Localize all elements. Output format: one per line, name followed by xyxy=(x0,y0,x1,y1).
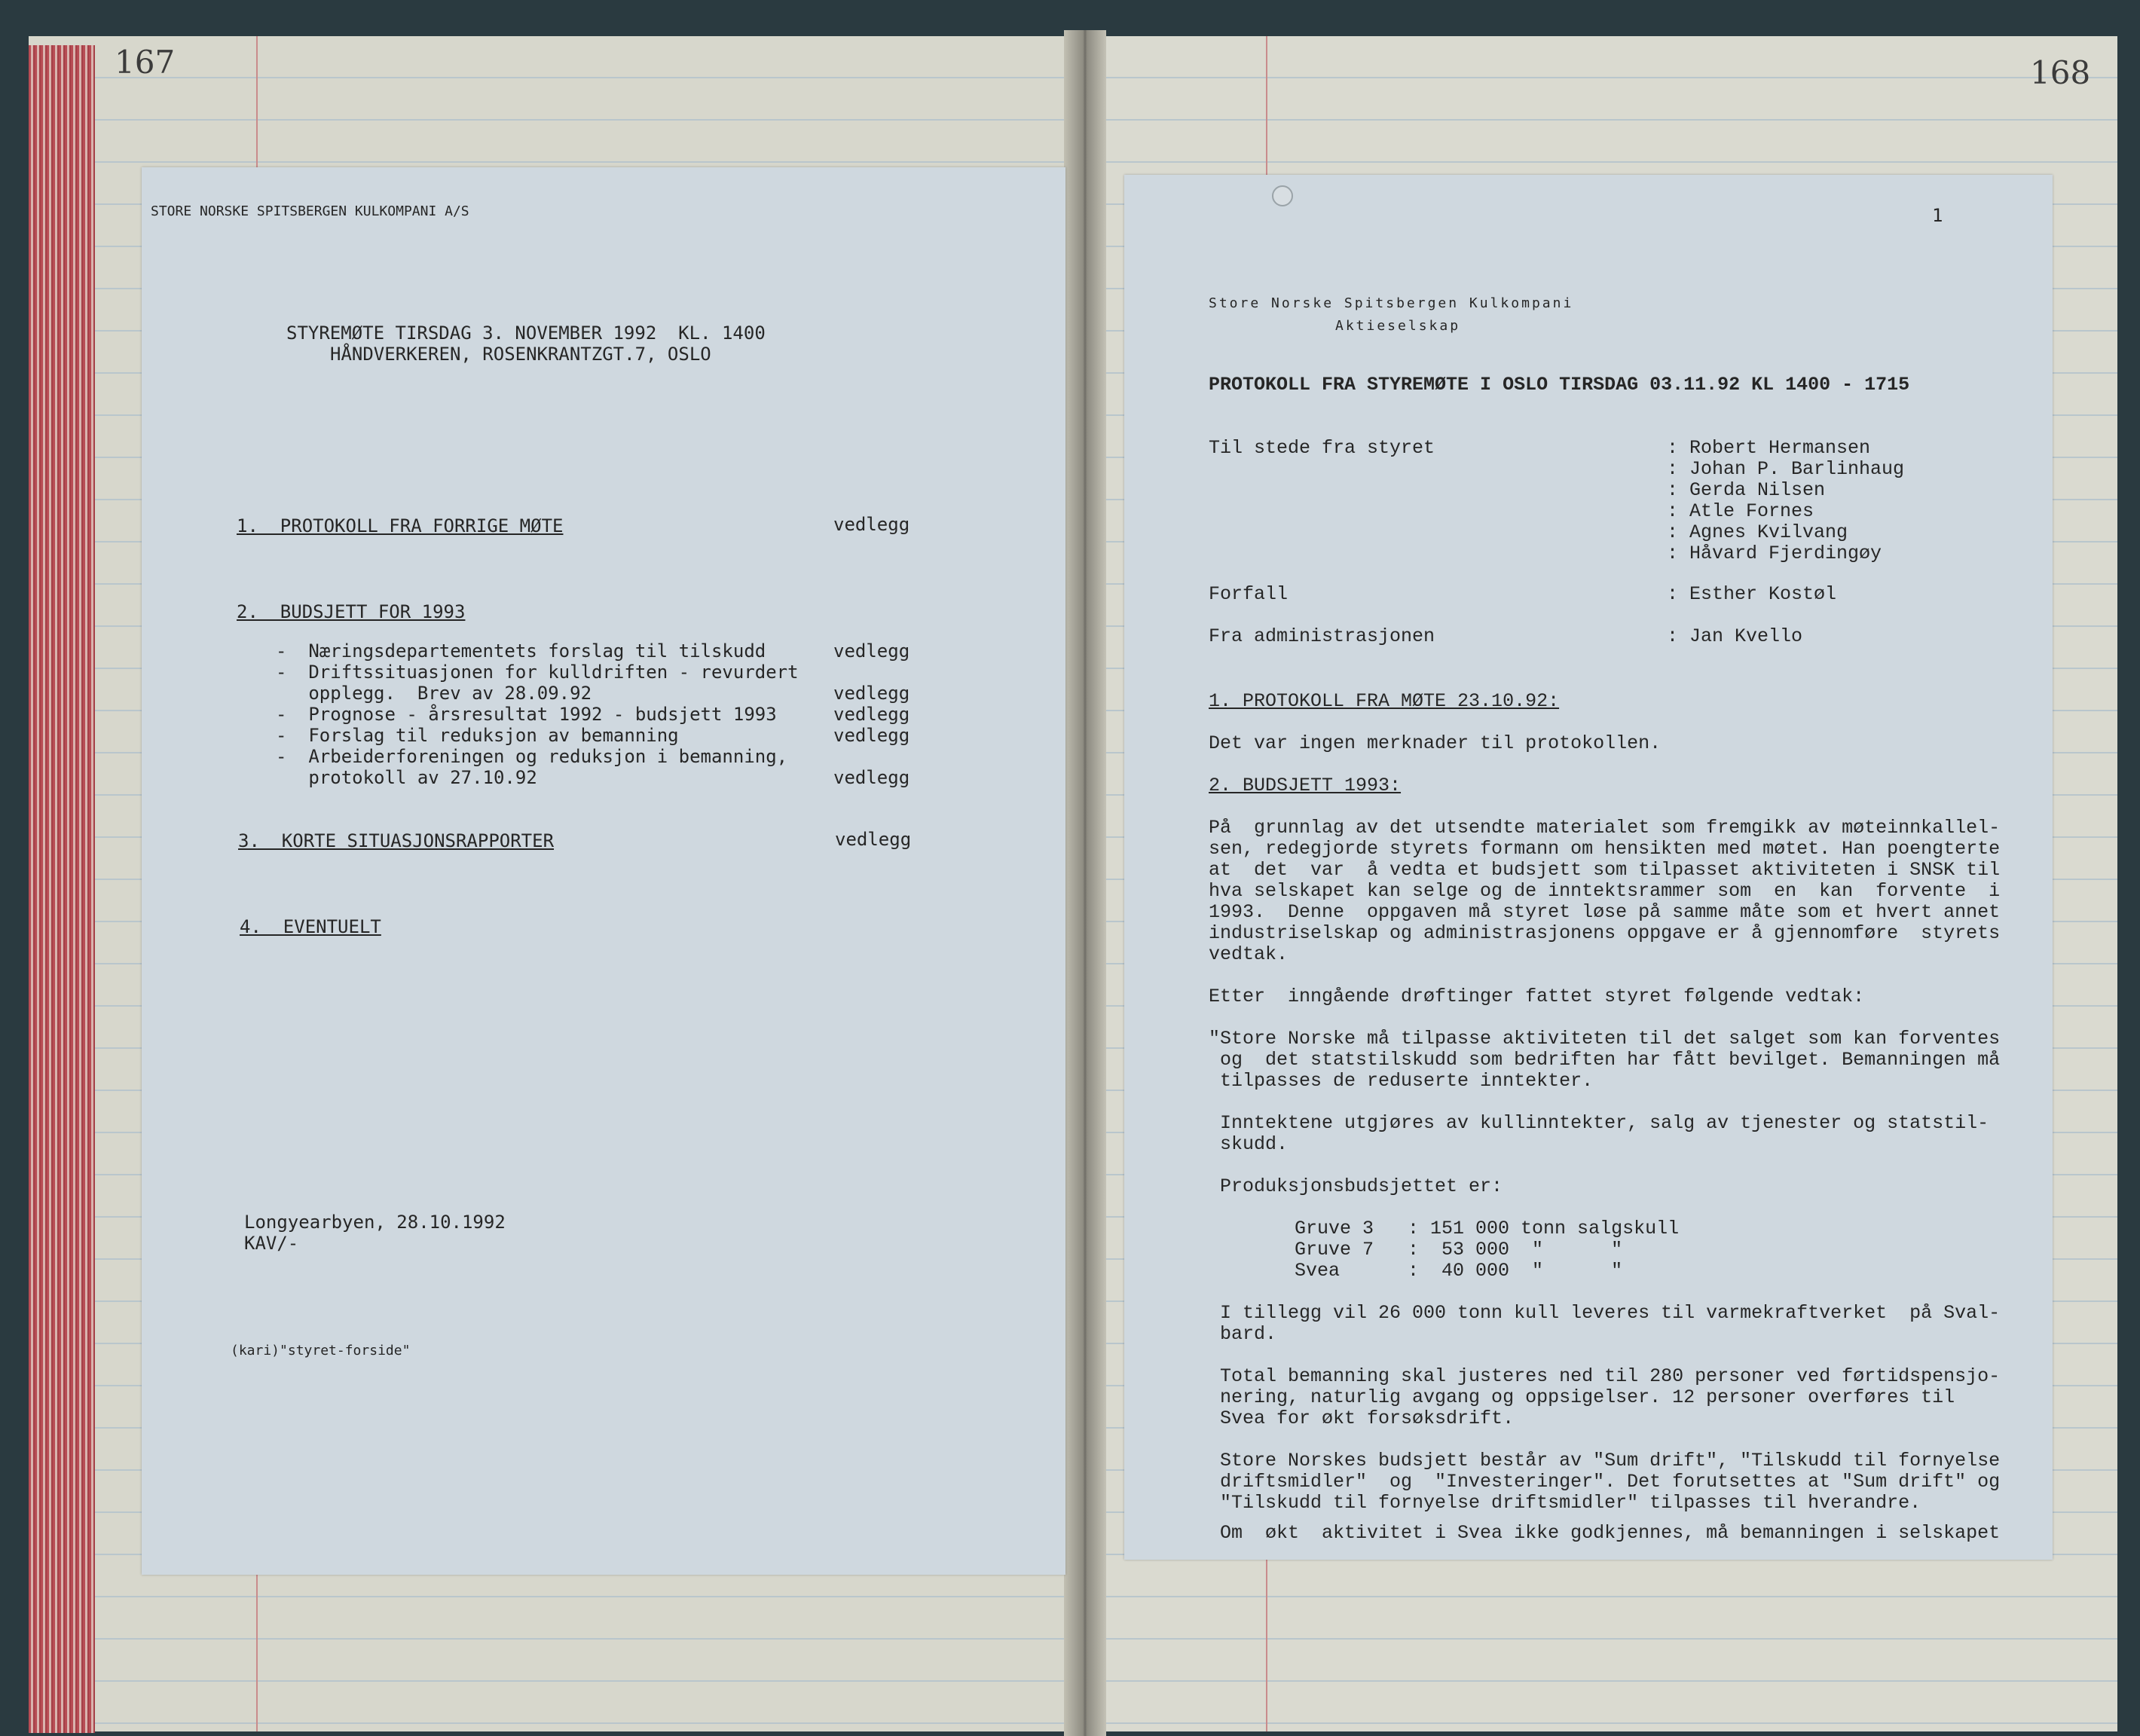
agenda-company: STORE NORSKE SPITSBERGEN KULKOMPANI A/S xyxy=(151,203,469,219)
attendance-label: Til stede fra styret xyxy=(1209,437,1435,459)
budget-item-note: vedlegg xyxy=(833,683,910,704)
paragraph-line: nering, naturlig avgang og oppsigelser. 12 personer overføres til xyxy=(1209,1386,1955,1408)
attendance-value: : Robert Hermansen xyxy=(1667,437,1871,459)
agenda-item-3-note: vedlegg xyxy=(835,829,912,850)
budget-item-note: vedlegg xyxy=(833,767,910,788)
paragraph-line: bard. xyxy=(1209,1323,1277,1345)
paragraph-line: driftsmidler" og "Investeringer". Det forutsettes at "Sum drift" og xyxy=(1209,1471,2001,1493)
protocol-company-1: Store Norske Spitsbergen Kulkompani xyxy=(1209,295,1574,311)
right-page-number: 168 xyxy=(2030,54,2091,91)
section-2-heading: 2. BUDSJETT 1993: xyxy=(1209,775,1402,796)
attendance-value: : Atle Fornes xyxy=(1667,500,1814,522)
paragraph-line: Store Norskes budsjett består av "Sum drift", "Tilskudd til fornyelse xyxy=(1209,1450,2001,1472)
paragraph-line: Etter inngående drøftinger fattet styret følgende vedtak: xyxy=(1209,986,1865,1007)
attendance-value: : Håvard Fjerdingøy xyxy=(1667,542,1882,564)
production-intro: Produksjonsbudsjettet er: xyxy=(1209,1175,1503,1197)
budget-item: - Næringsdepartementets forslag til tilskudd xyxy=(276,640,766,662)
section-1-text: Det var ingen merknader til protokollen. xyxy=(1209,732,1662,754)
quote-line: og det statstilskudd som bedriften har fått bevilget. Bemanningen må xyxy=(1209,1049,2001,1071)
book-gutter xyxy=(1064,30,1106,1736)
budget-item: - Arbeiderforeningen og reduksjon i bemanning, xyxy=(276,746,788,767)
attendance-label: Fra administrasjonen xyxy=(1209,625,1435,647)
paragraph-line: Svea for økt forsøksdrift. xyxy=(1209,1407,1515,1429)
paragraph-line: at det var å vedta et budsjett som tilpasset aktiviteten i SNSK til xyxy=(1209,859,2001,881)
paragraph-line: "Tilskudd til fornyelse driftsmidler" tilpasses til hverandre. xyxy=(1209,1492,1921,1514)
section-1-heading: 1. PROTOKOLL FRA MØTE 23.10.92: xyxy=(1209,690,1560,712)
paragraph-line: hva selskapet kan selge og de inntektsrammer som en kan forvente i xyxy=(1209,880,2001,902)
budget-item-note: vedlegg xyxy=(833,640,910,662)
quote-line: tilpasses de reduserte inntekter. xyxy=(1209,1070,1594,1092)
attendance-value: : Gerda Nilsen xyxy=(1667,479,1826,501)
paragraph-line: vedtak. xyxy=(1209,943,1289,965)
paragraph-line: industriselskap og administrasjonens oppgave er å gjennomføre styrets xyxy=(1209,922,2001,944)
agenda-item-2: 2. BUDSJETT FOR 1993 xyxy=(237,601,466,622)
agenda-item-1: 1. PROTOKOLL FRA FORRIGE MØTE xyxy=(237,515,564,536)
initials: KAV/- xyxy=(244,1233,299,1254)
attendance-value: : Agnes Kvilvang xyxy=(1667,521,1848,543)
paragraph-line: Om økt aktivitet i Svea ikke godkjennes, må bemanningen i selskapet xyxy=(1209,1522,2001,1544)
agenda-item-1-note: vedlegg xyxy=(833,514,910,535)
file-reference: (kari)"styret-forside" xyxy=(231,1343,411,1359)
paragraph-line: 1993. Denne oppgaven må styret løse på samme måte som et hvert annet xyxy=(1209,901,2001,923)
paragraph-line: sen, redegjorde styrets formann om hensikten med møtet. Han poengterte xyxy=(1209,838,2001,860)
budget-item-note: vedlegg xyxy=(833,704,910,725)
attendance-value: : Jan Kvello xyxy=(1667,625,1803,647)
budget-item: - Prognose - årsresultat 1992 - budsjett 1993 xyxy=(276,704,777,725)
budget-item: protokoll av 27.10.92 xyxy=(276,767,537,788)
attendance-value: : Johan P. Barlinhaug xyxy=(1667,458,1905,480)
agenda-item-3: 3. KORTE SITUASJONSRAPPORTER xyxy=(238,830,555,851)
agenda-title-1: STYREMØTE TIRSDAG 3. NOVEMBER 1992 KL. 1400 xyxy=(286,322,766,344)
left-page-number: 167 xyxy=(115,44,176,81)
paragraph-line: I tillegg vil 26 000 tonn kull leveres til varmekraftverket på Sval- xyxy=(1209,1302,2001,1324)
paragraph-line: Total bemanning skal justeres ned til 280 personer ved førtidspensjo- xyxy=(1209,1365,2001,1387)
agenda-sheet xyxy=(142,167,1065,1575)
quote-line: skudd. xyxy=(1209,1133,1289,1155)
punch-hole xyxy=(1272,185,1293,206)
budget-item: - Forslag til reduksjon av bemanning xyxy=(276,725,679,746)
place-date: Longyearbyen, 28.10.1992 xyxy=(244,1212,506,1233)
protocol-sheet xyxy=(1124,175,2053,1560)
agenda-title-2: HÅNDVERKEREN, ROSENKRANTZGT.7, OSLO xyxy=(330,344,711,365)
quote-line: "Store Norske må tilpasse aktiviteten til det salget som kan forventes xyxy=(1209,1028,2001,1050)
budget-item: opplegg. Brev av 28.09.92 xyxy=(276,683,592,704)
quote-line: Inntektene utgjøres av kullinntekter, salg av tjenester og statstil- xyxy=(1209,1112,1989,1134)
attendance-label: Forfall xyxy=(1209,583,1289,605)
production-row: Gruve 7 : 53 000 " " xyxy=(1295,1239,1623,1261)
sheet-number: 1 xyxy=(1932,205,1943,226)
production-row: Svea : 40 000 " " xyxy=(1295,1260,1623,1282)
page-edges xyxy=(29,45,95,1733)
budget-item-note: vedlegg xyxy=(833,725,910,746)
production-row: Gruve 3 : 151 000 tonn salgskull xyxy=(1295,1218,1680,1239)
protocol-title: PROTOKOLL FRA STYREMØTE I OSLO TIRSDAG 03.11.92 KL 1400 - 1715 xyxy=(1209,374,1910,396)
protocol-company-2: Aktieselskap xyxy=(1335,318,1461,334)
attendance-value: : Esther Kostøl xyxy=(1667,583,1837,605)
budget-item: - Driftssituasjonen for kulldriften - revurdert xyxy=(276,662,799,683)
agenda-item-4: 4. EVENTUELT xyxy=(240,916,381,937)
paragraph-line: På grunnlag av det utsendte materialet som fremgikk av møteinnkallel- xyxy=(1209,817,2001,839)
